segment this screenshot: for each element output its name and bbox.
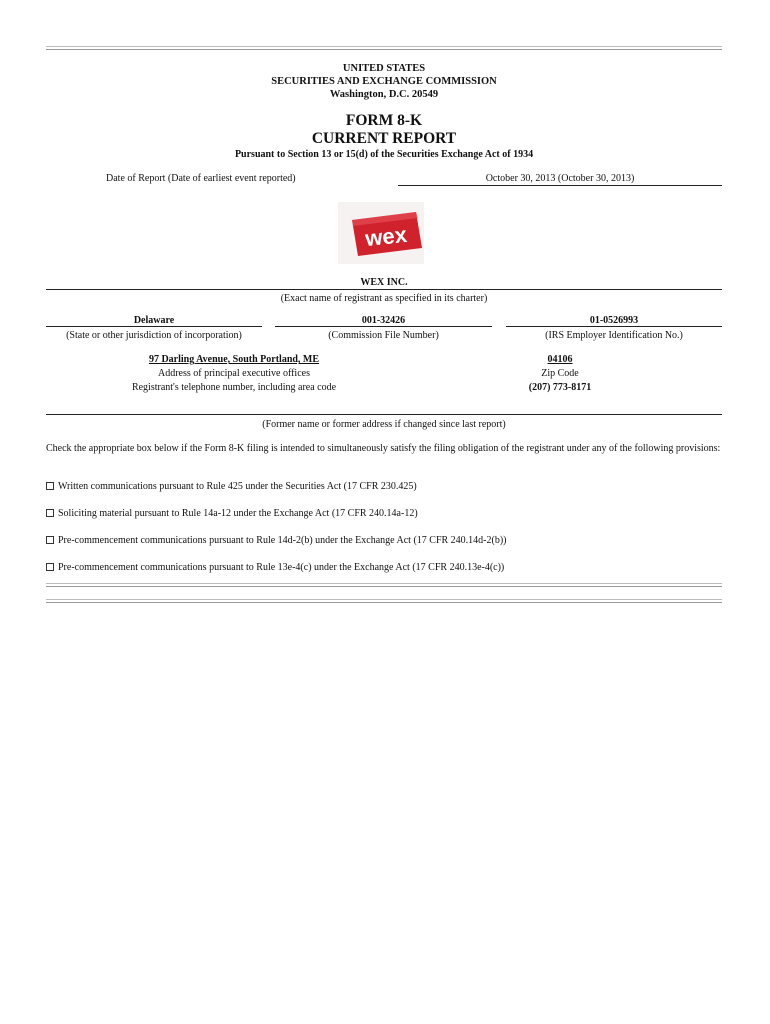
report-date-label: Date of Report (Date of earliest event reported): [106, 173, 296, 184]
former-name-underline: [46, 414, 722, 415]
checkbox-label: Pre-commencement communications pursuant to Rule 13e-4(c) under the Exchange Act (17 CFR 240.13e-4(c)): [58, 562, 505, 573]
logo-text: wex: [364, 221, 409, 252]
pursuant-line: Pursuant to Section 13 or 15(d) of the Securities Exchange Act of 1934: [234, 149, 534, 160]
checkbox-rule-425[interactable]: [46, 482, 54, 490]
sec-header: [46, 62, 722, 101]
report-date-underline: [398, 185, 722, 186]
zip-block: [452, 353, 668, 394]
state-caption: (State or other jurisdiction of incorporation): [66, 330, 242, 341]
header-line-2: SECURITIES AND EXCHANGE COMMISSION: [271, 76, 497, 87]
phone-caption: Registrant's telephone number, including area code: [131, 382, 337, 393]
checkbox-item: [46, 507, 722, 520]
irs-number-caption: (IRS Employer Identification No.): [545, 330, 683, 341]
registrant-name-underline: [46, 289, 722, 290]
wex-logo-icon: [336, 200, 426, 266]
top-page-border: [46, 46, 722, 50]
street-address-caption: Address of principal executive offices: [158, 368, 310, 379]
checkbox-item: [46, 561, 722, 574]
header-line-3: Washington, D.C. 20549: [329, 89, 439, 100]
address-block: [46, 353, 422, 394]
state-underline: [46, 326, 262, 327]
state-value: Delaware: [133, 315, 175, 326]
checkbox-label: Pre-commencement communications pursuant to Rule 14d-2(b) under the Exchange Act (17 CFR 240.14d-2(b)): [58, 535, 507, 546]
former-name-caption: (Former name or former address if changed since last report): [262, 419, 506, 430]
checkbox-item: [46, 480, 722, 493]
file-number-value: 001-32426: [361, 315, 406, 326]
checkbox-rule-14d-2b[interactable]: [46, 536, 54, 544]
form-title: FORM 8-K: [345, 112, 423, 129]
zip-value: 04106: [547, 354, 573, 365]
irs-number-underline: [506, 326, 722, 327]
street-address: 97 Darling Avenue, South Portland, ME: [148, 354, 320, 365]
company-logo: [336, 200, 426, 266]
form-subtitle: CURRENT REPORT: [311, 130, 457, 147]
report-date-value: October 30, 2013 (October 30, 2013): [485, 173, 635, 184]
checkbox-label: Soliciting material pursuant to Rule 14a-12 under the Exchange Act (17 CFR 240.14a-12): [58, 508, 418, 519]
file-number-caption: (Commission File Number): [328, 330, 439, 341]
form-title-block: [46, 112, 722, 148]
phone-value: (207) 773-8171: [528, 382, 592, 393]
checkbox-label: Written communications pursuant to Rule 425 under the Securities Act (17 CFR 230.425): [58, 481, 417, 492]
registrant-name: WEX INC.: [360, 277, 408, 288]
check-intro: Check the appropriate box below if the Form 8-K filing is intended to simultaneously satisfy the filing obligation of the registrant under any of the following provisions:: [46, 443, 721, 454]
checkbox-rule-14a-12[interactable]: [46, 509, 54, 517]
next-page-border: [46, 599, 722, 603]
irs-number-value: 01-0526993: [589, 315, 639, 326]
checkbox-item: [46, 534, 722, 547]
checkbox-rule-13e-4c[interactable]: [46, 563, 54, 571]
zip-caption: Zip Code: [541, 368, 579, 379]
file-number-underline: [275, 326, 492, 327]
bottom-page-border: [46, 583, 722, 587]
registrant-name-caption: (Exact name of registrant as specified in its charter): [280, 293, 488, 304]
header-line-1: UNITED STATES: [342, 63, 426, 74]
